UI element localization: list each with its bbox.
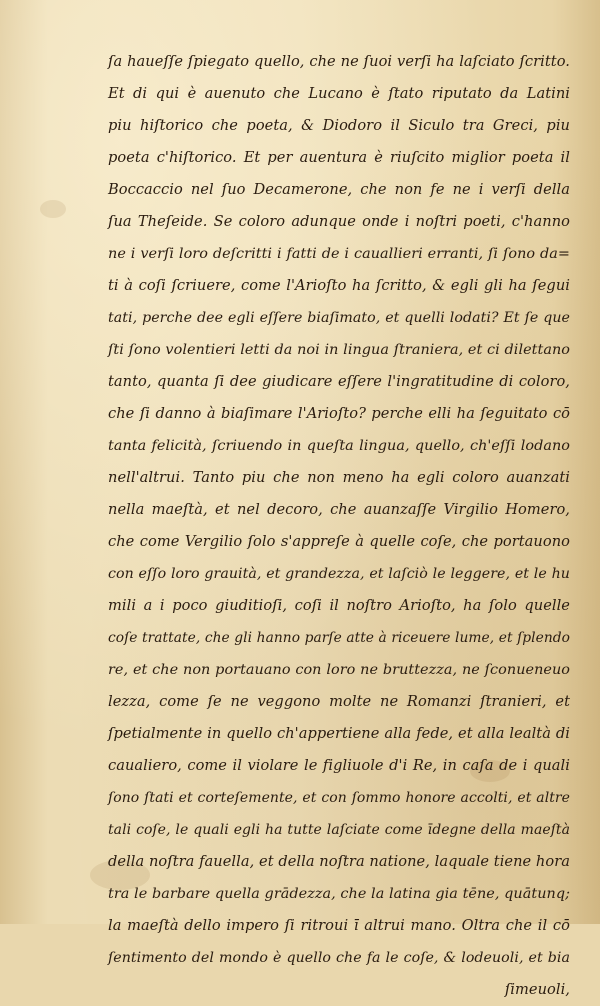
text-line: coſe trattate, che gli hanno parſe atte à riceuere lume, et ſplendo bbox=[108, 630, 570, 646]
text-column bbox=[108, 46, 570, 1006]
text-line: ne i verſi loro deſcritti i fatti de i cauallieri erranti, ſi ſono da= bbox=[108, 246, 570, 262]
text-line: ſono ſtati et corteſemente, et con ſommo honore accolti, et altre bbox=[108, 790, 570, 806]
text-line: ti à coſi ſcriuere, come l'Arioſto ha ſcritto, & egli gli ha ſegui bbox=[108, 277, 570, 294]
text-line: ſentimento del mondo è quello che fa le coſe, & lodeuoli, et bia bbox=[108, 950, 570, 966]
text-line: lezza, come ſe ne veggono molte ne Romanzi ſtranieri, et bbox=[108, 693, 570, 710]
text-line: ſua Theſeide. Se coloro adunque onde i noſtri poeti, c'hanno bbox=[108, 213, 570, 230]
text-line: tati, perche dee egli eſſere biaſimato, et quelli lodati? Et ſe que bbox=[108, 310, 570, 326]
text-line: tra le barbare quella grādezza, che la latina gia tēne, quātunq; bbox=[108, 886, 570, 902]
paper-stain bbox=[40, 200, 66, 218]
text-line: re, et che non portauano con loro ne bruttezza, ne ſconueneuo bbox=[108, 662, 570, 678]
text-line: ſti ſono volentieri letti da noi in lingua ſtraniera, et ci dilettano bbox=[108, 342, 570, 358]
text-line: tanto, quanta ſi dee giudicare eſſere l'ingratitudine di coloro, bbox=[108, 373, 570, 390]
text-line: ſa haueſſe ſpiegato quello, che ne ſuoi verſi ha laſciato ſcritto. bbox=[108, 53, 570, 70]
text-line: ſpetialmente in quello ch'appertiene alla fede, et alla lealtà di bbox=[108, 725, 570, 742]
text-line: con eſſo loro grauità, et grandezza, et laſciò le leggere, et le hu bbox=[108, 566, 570, 582]
text-line: tali coſe, le quali egli ha tutte laſciate come īdegne della maeſtà bbox=[108, 822, 570, 838]
text-line: piu hiſtorico che poeta, & Diodoro il Siculo tra Greci, piu bbox=[108, 117, 570, 134]
text-line: della noſtra fauella, et della noſtra natione, laquale tiene hora bbox=[108, 853, 570, 870]
text-line-last: ſimeuoli, bbox=[504, 981, 570, 998]
text-line: Boccaccio nel ſuo Decamerone, che non fe ne i verſi della bbox=[108, 181, 570, 198]
text-line: tanta felicità, ſcriuendo in queſta lingua, quello, ch'eſſi lodano bbox=[108, 438, 570, 454]
text-line: nell'altrui. Tanto piu che non meno ha egli coloro auanzati bbox=[108, 469, 570, 486]
text-line: che come Vergilio ſolo s'appreſe à quelle coſe, che portauono bbox=[108, 533, 570, 550]
text-line: Et di qui è auenuto che Lucano è ſtato riputato da Latini bbox=[108, 85, 570, 102]
text-line: nella maeſtà, et nel decoro, che auanzaſſe Virgilio Homero, bbox=[108, 501, 570, 518]
text-line: la maeſtà dello impero ſi ritroui ī altrui mano. Oltra che il cō bbox=[108, 917, 570, 934]
text-line: mili a i poco giuditioſi, coſi il noſtro Arioſto, ha ſolo quelle bbox=[108, 597, 570, 614]
text-line: che ſi danno à biaſimare l'Arioſto? perche elli ha ſeguitato cō bbox=[108, 405, 570, 422]
text-line: poeta c'hiſtorico. Et per auentura è riuſcito miglior poeta il bbox=[108, 149, 570, 166]
text-line: caualiero, come il violare le figliuole d'i Re, in caſa de i quali bbox=[108, 757, 570, 774]
